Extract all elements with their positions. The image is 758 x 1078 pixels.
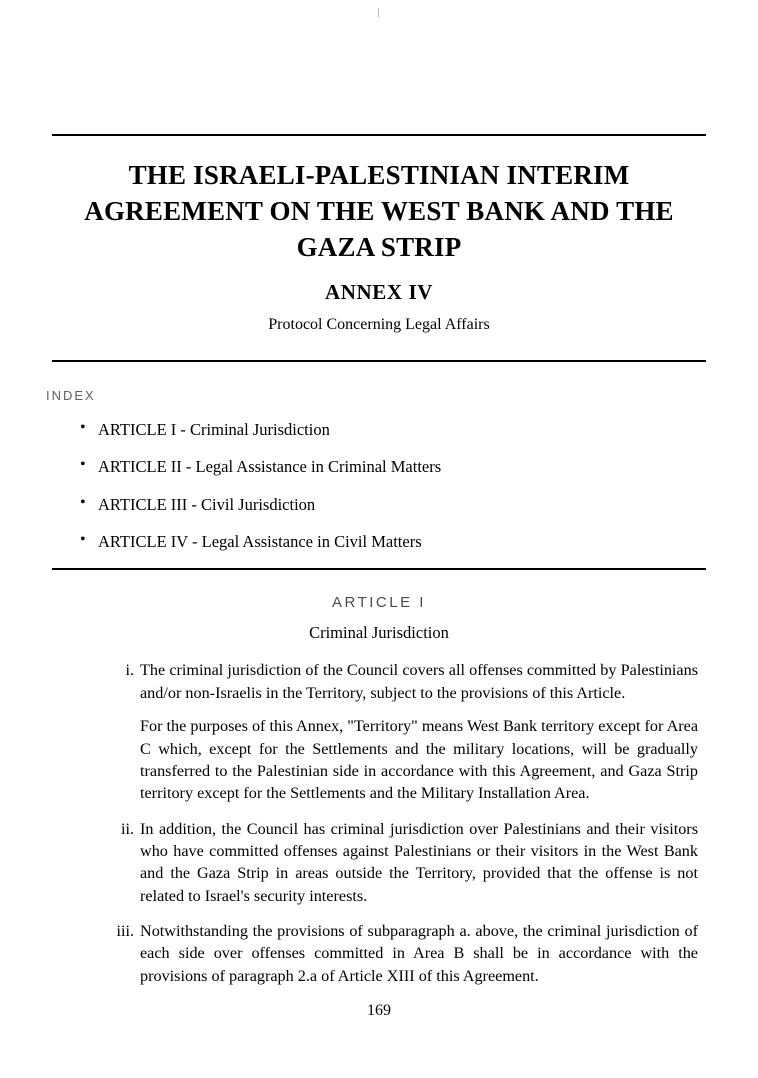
clause-marker: ii. — [120, 819, 134, 838]
index-list — [52, 419, 706, 553]
index-item-label: ARTICLE IV - Legal Assistance in Civil Matters — [98, 532, 422, 552]
clause-text: The criminal jurisdiction of the Council covers all offenses committed by Palestinians and/or non-Israelis in the Territory, subject to the provisions of this Article. — [140, 661, 698, 702]
clause-item — [52, 818, 706, 907]
divider-after-title — [52, 360, 706, 362]
annex-title: ANNEX IV — [324, 279, 434, 304]
page-content — [46, 0, 706, 1000]
clause-marker: iii. — [116, 922, 134, 941]
document-subtitle: Protocol Concerning Legal Affairs — [268, 315, 490, 333]
clause-marker: i. — [125, 661, 134, 680]
clause-extra-paragraph: For the purposes of this Annex, "Territory" means West Bank territory except for Area C which, except for the Settlements and the military locations, will be gradually transferred to the Palestinian side in accordance with this Agreement, and Gaza Strip territory except for the Settlements and the Military Installation Area. — [140, 717, 699, 803]
clause-list — [52, 659, 706, 987]
index-item-label: ARTICLE III - Civil Jurisdiction — [98, 494, 316, 514]
clause-text: In addition, the Council has criminal jurisdiction over Palestinians and their visitors who have committed offenses against Palestinians or their visitors in the West Bank and the Gaza Strip in areas outside the Territory, provided that the offense is not related to Israel's security interests. — [140, 819, 698, 905]
title-block — [52, 136, 706, 350]
index-item-label: ARTICLE I - Criminal Jurisdiction — [98, 419, 330, 439]
page-number: 169 — [367, 1002, 391, 1019]
index-item-article-2[interactable] — [52, 456, 706, 477]
index-item-label: ARTICLE II - Legal Assistance in Criminal Matters — [98, 457, 442, 477]
clause-text: Notwithstanding the provisions of subparagraph a. above, the criminal jurisdiction of each side over offenses committed in Area B shall be in accordance with the provisions of paragraph 2.a of Article XIII of this Agreement. — [140, 922, 698, 985]
index-item-article-4[interactable] — [52, 531, 706, 552]
clause-item — [52, 920, 706, 987]
article-heading: ARTICLE I — [332, 594, 426, 612]
index-item-article-1[interactable] — [52, 419, 706, 440]
divider-after-index — [52, 568, 706, 570]
clause-item — [52, 659, 706, 804]
article-subheading: Criminal Jurisdiction — [309, 623, 449, 643]
index-label: INDEX — [46, 387, 96, 403]
index-item-article-3[interactable] — [52, 494, 706, 515]
document-title: THE ISRAELI-PALESTINIAN INTERIM AGREEMENT ON THE WEST BANK AND THE GAZA STRIP — [84, 160, 674, 262]
